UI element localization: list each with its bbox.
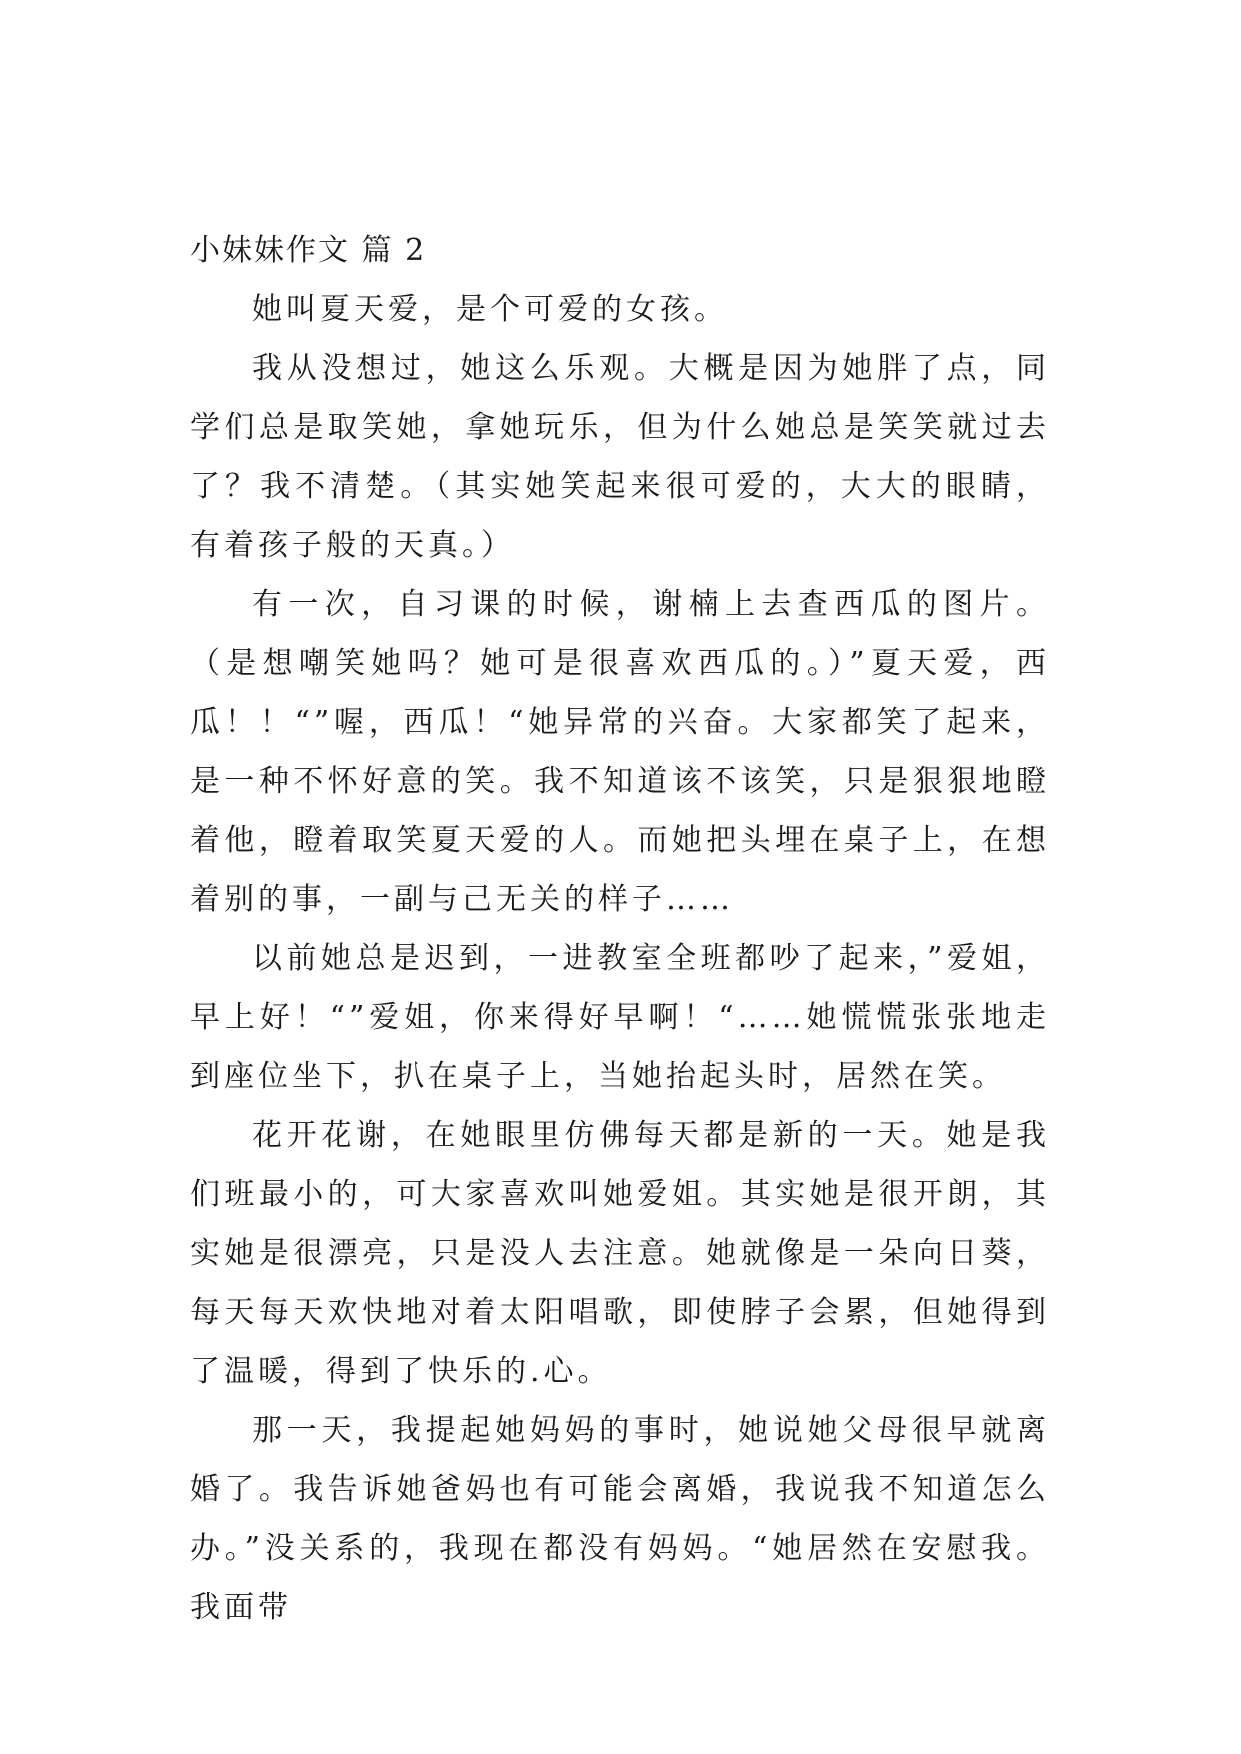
paragraph-4: 以前她总是迟到，一进教室全班都吵了起来，”爱姐，早上好！“”爱姐，你来得好早啊！“……她慌慌张张地走到座位坐下，扒在桌子上，当她抬起头时，居然在笑。 [190,941,1050,1094]
document-body [190,222,1050,1637]
paragraph-2: 我从没想过，她这么乐观。大概是因为她胖了点，同学们总是取笑她，拿她玩乐，但为什么她总是笑笑就过去了？我不清楚。（其实她笑起来很可爱的，大大的眼睛，有着孩子般的天真。） [190,351,1050,563]
document-title: 小妹妹作文 篇 2 [190,233,427,268]
paragraph-3: 有一次，自习课的时候，谢楠上去查西瓜的图片。（是想嘲笑她吗？她可是很喜欢西瓜的。）”夏天爱，西瓜！！“”喔，西瓜！“她异常的兴奋。大家都笑了起来，是一种不怀好意的笑。我不知道该不该笑，只是狠狠地瞪着他，瞪着取笑夏天爱的人。而她把头埋在桌子上，在想着别的事，一副与己无关的样子…… [190,587,1050,917]
paragraph-1: 她叫夏天爱，是个可爱的女孩。 [252,292,728,327]
paragraph-6: 那一天，我提起她妈妈的事时，她说她父母很早就离婚了。我告诉她爸妈也有可能会离婚，我说我不知道怎么办。”没关系的，我现在都没有妈妈。“她居然在安慰我。我面带 [190,1413,1050,1625]
paragraph-5: 花开花谢，在她眼里仿佛每天都是新的一天。她是我们班最小的，可大家喜欢叫她爱姐。其实她是很开朗，其实她是很漂亮，只是没人去注意。她就像是一朵向日葵，每天每天欢快地对着太阳唱歌，即使脖子会累，但她得到了温暖，得到了快乐的.心。 [190,1118,1050,1389]
